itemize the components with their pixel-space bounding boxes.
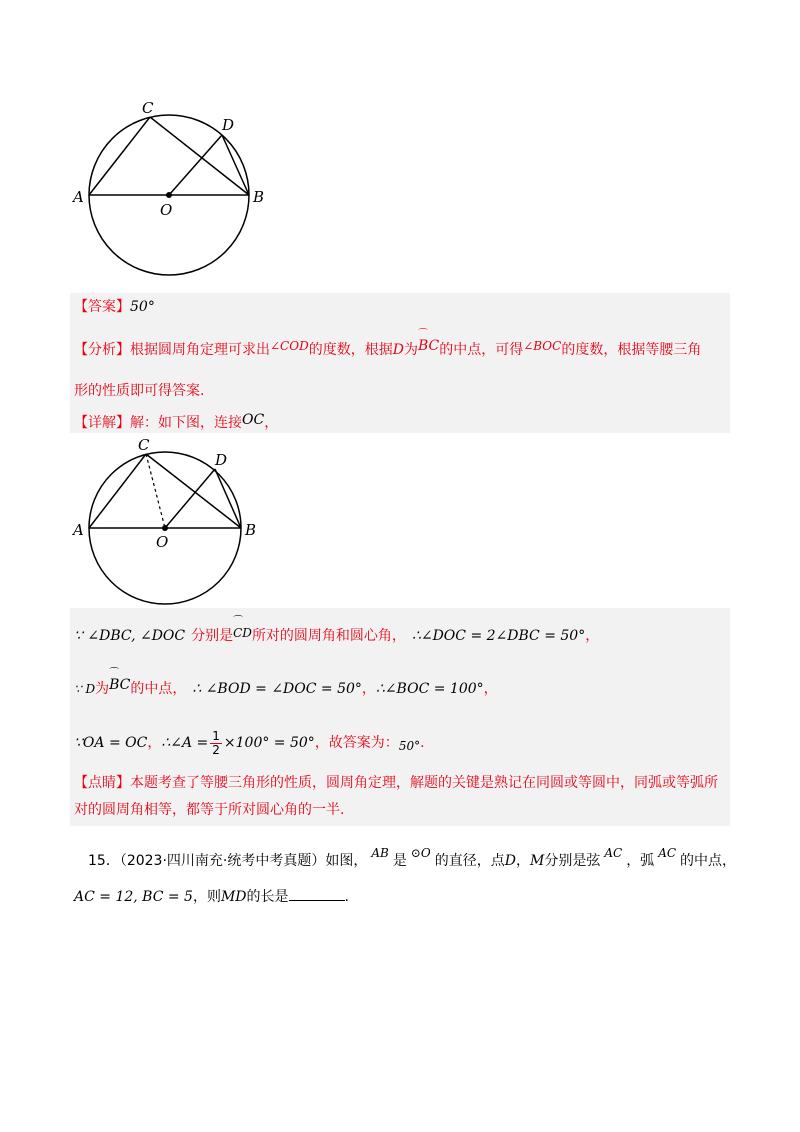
detail-line-1 [74,623,599,646]
detail-line-0 [74,410,278,433]
question-text: 的长是 [246,889,289,905]
math-arc-ac: AC [658,846,677,860]
math-bod-eq: ∴ ∠BOD = ∠DOC = 50° [192,681,362,697]
question-text: 分别是弦 [544,853,601,869]
label-o: O [160,201,173,219]
fraction-denominator: 2 [212,742,220,757]
detail-tag: 【详解】 [74,415,130,431]
answer-value: 50° [130,299,155,315]
detail-text: ，故答案为： [314,735,399,751]
label-c: C [138,436,150,454]
math-angle-boc: ∠BOC [523,339,562,353]
analysis-text: 形的性质即可得答案. [74,383,205,399]
figure-circle-2 [70,433,258,608]
math-boc-eq: ∴∠BOC = 100° [375,681,484,697]
detail-text: . [420,735,425,751]
label-o: O [156,533,169,551]
answer-line [74,297,155,317]
math-d: D [392,342,404,358]
question-text: . [344,889,349,905]
label-c: C [142,99,154,117]
math-a-value: ×100° = 50° [223,735,315,751]
question-text: ，则 [192,889,221,905]
analysis-text: 根据圆周角定理可求出 [130,342,270,358]
detail-text: ， [361,681,376,697]
math-answer: 50° [398,739,421,753]
math-md: MD [220,889,247,905]
detail-text: 分别是 [191,628,234,644]
detail-text: 解：如下图，连接 [130,415,242,431]
math-oc: OC [242,412,265,428]
analysis-text: 为 [403,342,418,358]
math-doc-eq: ∴∠DOC = 2∠DBC = 50° [411,628,586,644]
answer-tag: 【答案】 [74,299,130,315]
question-text: 如图， [325,853,368,869]
detail-text: 为 [95,681,110,697]
question-text: 的中点， [680,853,737,869]
comment-text: 对的圆周角相等，都等于所对圆心角的一半. [74,802,345,818]
comment-line-1 [74,773,718,793]
label-d: D [222,116,235,134]
comment-tag: 【点睛】 [74,775,130,791]
math-ab: AB [371,846,389,860]
math-angle-cod: ∠COD [270,339,309,353]
detail-text: ， [147,735,162,751]
figure-circle-1 [70,95,280,285]
question-line-2 [74,886,349,907]
math-d: D [504,853,516,869]
math-arc-bc: ⌒ BC [109,675,130,695]
math-angles: ∵ ∠DBC, ∠DOC [74,628,186,644]
comment-text: 本题考查了等腰三角形的性质，圆周角定理，解题的关键是熟记在同圆或等圆中，同弧或等弧所 [130,775,718,791]
math-d: ∵ D [74,682,96,696]
math-m: M [529,853,545,869]
question-text: ，弧 [626,853,655,869]
math-oa-oc: ∵OA = OC [74,735,148,751]
question-source: （2023·四川南充·统考中考真题） [119,853,326,869]
question-text: 是 [392,853,407,869]
label-b: B [245,521,257,539]
detail-text: 所对的圆周角和圆心角， [251,628,406,644]
math-arc-cd: ⌒ CD [233,623,252,643]
label-d: D [215,451,228,469]
question-number: 15． [88,853,120,869]
fraction-half [210,730,222,757]
label-b: B [253,188,265,206]
math-angle-a: ∴∠A = [161,735,209,751]
analysis-text: 的度数，根据等腰三角 [561,342,702,358]
analysis-line-1 [74,336,701,360]
analysis-text: 的中点，可得 [439,342,524,358]
fraction-numerator: 1 [212,728,220,743]
math-circle-o: ⊙O [410,846,431,860]
answer-blank[interactable] [289,886,345,901]
detail-text: ， [483,681,498,697]
math-lengths: AC = 12, BC = 5 [74,889,193,905]
analysis-line-2 [74,381,204,401]
detail-text: ， [264,415,279,431]
analysis-text: 的度数，根据 [308,342,393,358]
question-line-1 [88,843,736,871]
detail-text: ， [585,628,600,644]
label-a: A [73,521,84,539]
math-arc-bc: ⌒ BC [418,336,439,356]
math-ac: AC [604,846,623,860]
detail-line-3 [74,728,425,761]
detail-line-2 [74,675,498,699]
comment-line-2 [74,800,344,820]
label-a: A [73,188,84,206]
question-text: ， [515,853,530,869]
detail-text: 的中点， [130,681,187,697]
analysis-tag: 【分析】 [74,342,130,358]
question-text: 的直径，点 [434,853,505,869]
